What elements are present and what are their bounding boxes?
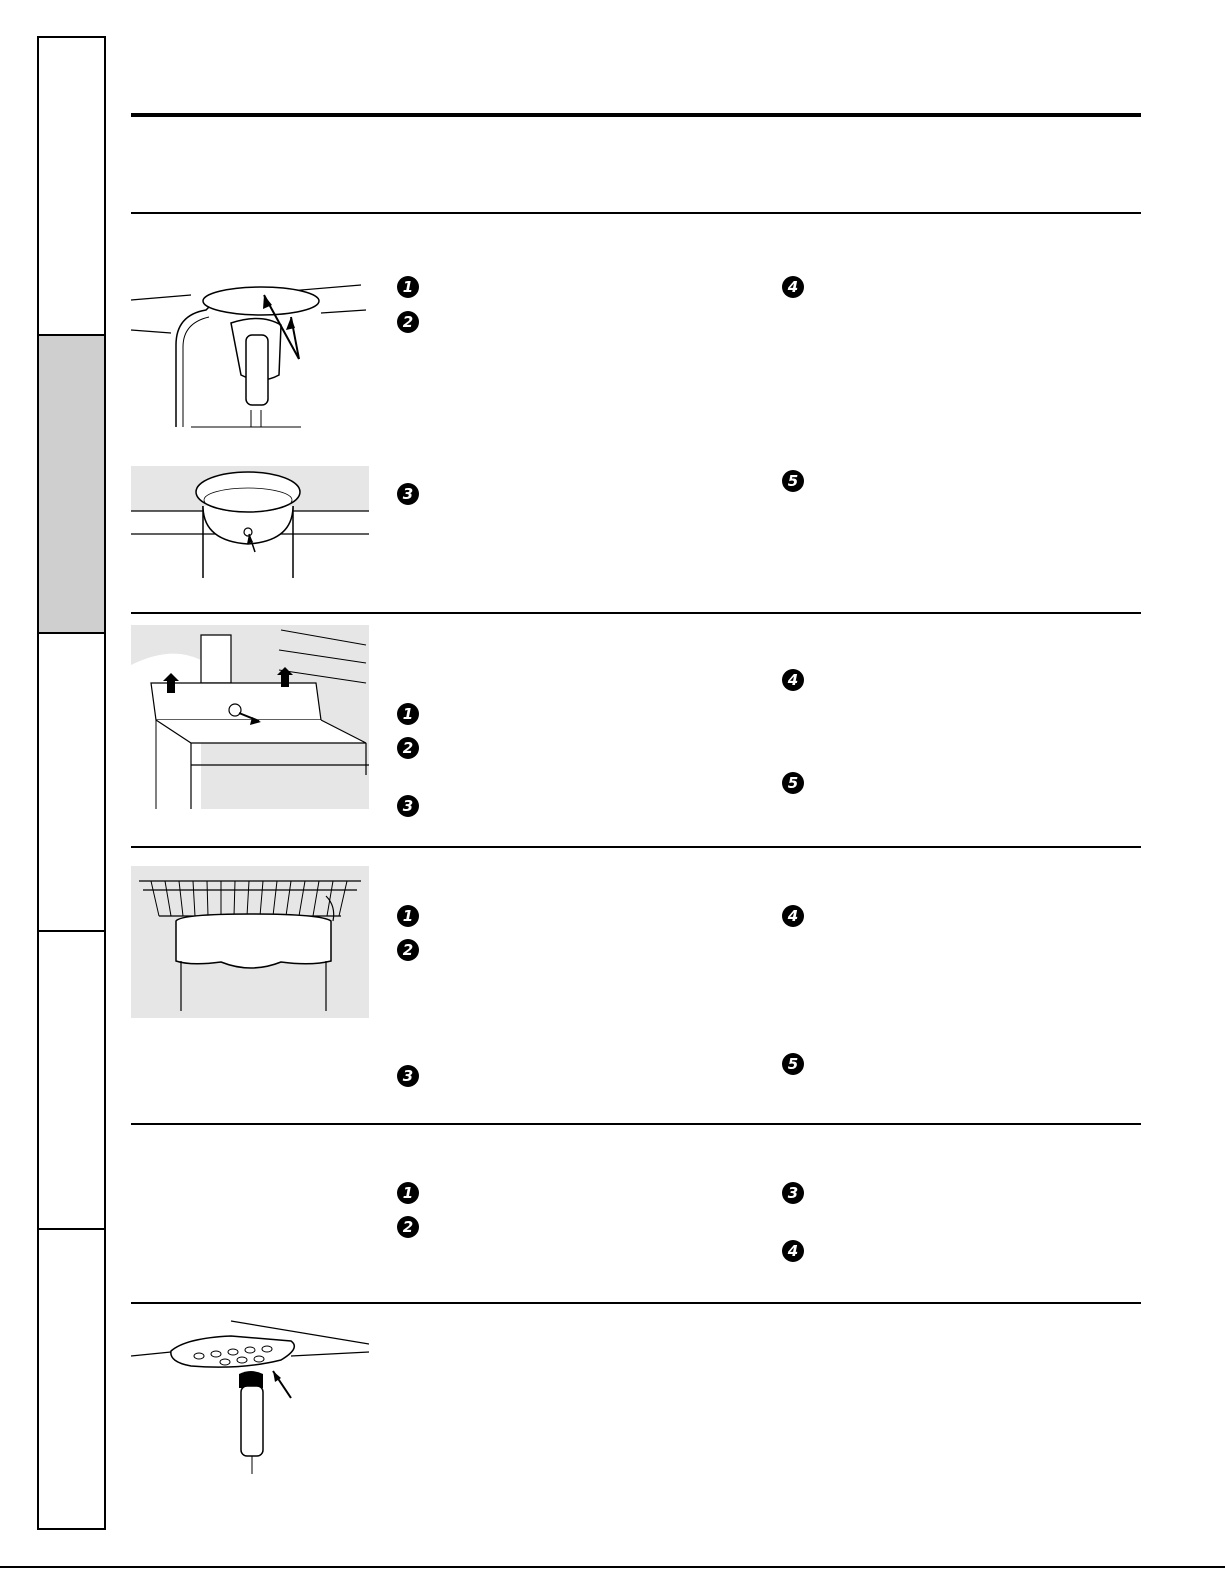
side-tab-4[interactable] xyxy=(37,930,106,1230)
step-badge-1 xyxy=(397,905,419,927)
step-number: 2 xyxy=(402,941,414,959)
step-badge-2 xyxy=(397,311,419,333)
side-tab-2-active[interactable] xyxy=(37,334,106,634)
footer-rule xyxy=(0,1566,1225,1568)
step-number: 5 xyxy=(787,472,799,490)
step-number: 4 xyxy=(787,278,799,296)
step-number: 2 xyxy=(402,739,414,757)
shelf-bin-illustration xyxy=(131,866,369,1018)
section-rule-2 xyxy=(131,612,1141,614)
step-number: 2 xyxy=(402,1218,414,1236)
step-number: 3 xyxy=(402,1067,414,1085)
section-rule-1 xyxy=(131,212,1141,214)
cooktop-illustration xyxy=(131,625,369,809)
step-number: 4 xyxy=(787,671,799,689)
step-badge-2 xyxy=(397,737,419,759)
step-badge-3 xyxy=(397,795,419,817)
section-rule-4 xyxy=(131,1123,1141,1125)
light-panel-illustration xyxy=(131,1316,369,1476)
step-number: 3 xyxy=(402,485,414,503)
step-number: 1 xyxy=(402,278,414,296)
step-number: 5 xyxy=(787,1055,799,1073)
step-badge-1 xyxy=(397,1182,419,1204)
step-number: 4 xyxy=(787,1242,799,1260)
side-tab-5[interactable] xyxy=(37,1228,106,1530)
step-badge-2 xyxy=(397,939,419,961)
step-badge-5 xyxy=(782,470,804,492)
step-badge-2 xyxy=(397,1216,419,1238)
step-number: 1 xyxy=(402,1184,414,1202)
step-badge-3 xyxy=(782,1182,804,1204)
section-rule-5 xyxy=(131,1302,1141,1304)
section-rule-3 xyxy=(131,846,1141,848)
step-badge-4 xyxy=(782,669,804,691)
side-tab-3[interactable] xyxy=(37,632,106,932)
step-number: 4 xyxy=(787,907,799,925)
step-badge-4 xyxy=(782,276,804,298)
step-badge-5 xyxy=(782,1053,804,1075)
notch-detail-illustration xyxy=(131,466,369,579)
step-number: 1 xyxy=(402,705,414,723)
step-number: 3 xyxy=(402,797,414,815)
header-rule xyxy=(131,113,1141,117)
step-badge-3 xyxy=(397,1065,419,1087)
dispenser-arrows-illustration xyxy=(131,275,369,430)
step-badge-5 xyxy=(782,772,804,794)
side-tab-1[interactable] xyxy=(37,36,106,336)
step-badge-4 xyxy=(782,1240,804,1262)
step-badge-1 xyxy=(397,703,419,725)
step-badge-1 xyxy=(397,276,419,298)
step-number: 2 xyxy=(402,313,414,331)
step-badge-4 xyxy=(782,905,804,927)
step-number: 3 xyxy=(787,1184,799,1202)
step-badge-3 xyxy=(397,483,419,505)
step-number: 5 xyxy=(787,774,799,792)
step-number: 1 xyxy=(402,907,414,925)
